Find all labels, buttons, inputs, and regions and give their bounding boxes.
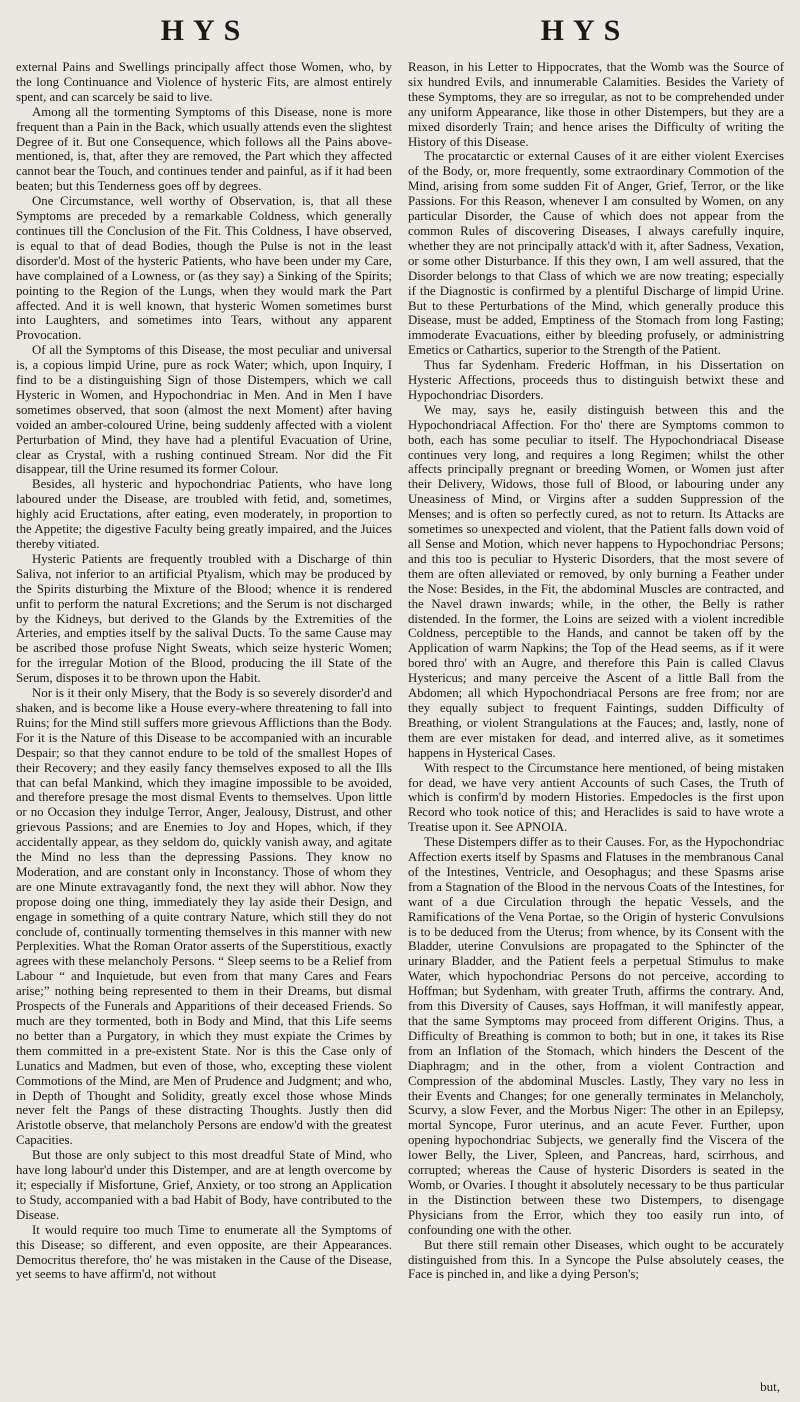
right-column [408,60,784,1282]
paragraph: It would require too much Time to enumerate all the Symptoms of this Disease; so different, and even opposite, are their Appearances. Democritus therefore, tho' he was mistaken in the Cause of the Disease, yet seems to have affirm'd, not without [16,1222,392,1282]
paragraph: external Pains and Swellings principally affect those Women, who, by the long Continuance and Violence of hysteric Fits, are almost entirely spent, and can scarcely be said to live. [16,60,392,104]
paragraph: We may, says he, easily distinguish between this and the Hypochondriacal Affection. For tho' there are Symptoms common to both, each has some peculiar to itself. The Hypochondriacal Disease continues very long, and requires a long Regimen; whilst the other affects principally pregnant or breeding Women, or Women just after their Delivery, Widows, those full of Blood, or labouring under any Uneasiness of Mind, or Virgins after a sudden Suppression of the Menses; and is often so perfectly cured, as not to return. Its Attacks are sometimes so unexpected and violent, that the Patient falls down void of all Sense and Motion, which never happens to Hypochondriac Persons; and this too is peculiar to Hysteric Disorders, that the most severe of them are often alleviated or removed, by only burning a Feather under the Nose: Besides, in the Fit, the abdominal Muscles are contracted, and the Navel drawn inwards; while, in the other, the Belly is rather distended. In the former, the Loins are seized with a violent incredible Coldness, perceptible to the Hands, and cannot be taken off by the Application of warm Napkins; the Top of the Head seems, as if it were bored thro' with an Augre, and therefore this Pain is called Clavus Hystericus; and many perceive the Ascent of a little Ball from the Abdomen; all which Hypochondriacal Persons are free from; nor are they equally subject to frequent Faintings, sudden Difficulty of Breathing, or violent Strangulations at the Fauces; and, lastly, none of them are ever mistaken for dead, and interred alive, as it sometimes happens in Hysterical Cases. [408,402,784,760]
left-column [16,60,392,1282]
catchword: but, [760,1379,780,1394]
paragraph: The procatarctic or external Causes of it are either violent Exercises of the Body, or, more frequently, some extraordinary Commotion of the Mind, arising from some sudden Fit of Anger, Grief, Terror, or the like Passions. For this Reason, whenever I am consulted by Women, on any particular Disorder, the Cause of which does not appear from the common Rules of discovering Diseases, I always carefully inquire, whether they are not principally attack'd with it, after Sadness, Vexation, or some other Disturbance. If this they own, I am well assured, that the Disorder belongs to that Class of which we are now treating; especially if the Diagnostic is confirmed by a plentiful Discharge of limpid Urine. But to these Perturbations of the Mind, which generally produce this Disease, must be added, Emptiness of the Stomach from long Fasting; immoderate Evacuations, either by bleeding profusely, or administring Emetics or Cathartics, superior to the Strength of the Patient. [408,149,784,358]
running-head-left: HYS [160,14,250,47]
paragraph: Among all the tormenting Symptoms of this Disease, none is more frequent than a Pain in the Back, which usually attends even the slightest Degree of it. But one Consequence, which follows all the Pains above-mentioned, is, that, after they are removed, the Part which they affected cannot bear the Touch, and continues tender and painful, as if it had been beaten; but this Tenderness goes off by degrees. [16,104,392,194]
paragraph: Thus far Sydenham. Frederic Hoffman, in his Dissertation on Hysteric Affections, proceeds thus to distinguish betwixt these and Hypochondriac Disorders. [408,358,784,402]
running-head-right: HYS [540,14,630,47]
paragraph: Reason, in his Letter to Hippocrates, that the Womb was the Source of six hundred Evils, and innumerable Calamities. Besides the Variety of these Symptoms, they are so irregular, as not to be comprehended under any uniform Appearance, like those in other Distempers, but they are a mixed disorderly Train; and hence arises the Difficulty of writing the History of this Disease. [408,60,784,149]
paragraph: Of all the Symptoms of this Disease, the most peculiar and universal is, a copious limpid Urine, pure as rock Water; which, upon Inquiry, I find to be a distinguishing Sign of those Distempers, which we call Hysteric in Women, and Hypochondriac in Men. And in Men I have sometimes observed, that soon (almost the next Moment) after having voided an amber-coloured Urine, being suddenly affected with a violent Perturbation of Mind, they have had a plentiful Evacuation of Urine, clear as Crystal, with a rushing continued Stream. Nor did the Fit disappear, till the Urine resumed its former Colour. [16,343,392,477]
paragraph: With respect to the Circumstance here mentioned, of being mistaken for dead, we have very antient Accounts of such Cases, the Truth of which is confirm'd by modern Histories. Empedocles is the first upon Record who took notice of this; and Heraclides is said to have wrote a Treatise upon it. See APNOIA. [408,760,784,835]
paragraph: One Circumstance, well worthy of Observation, is, that all these Symptoms are preceded by a remarkable Coldness, which generally continues till the Conclusion of the Fit. This Coldness, I have observed, is equal to that of dead Bodies, though the Pulse is not in the least disorder'd. Most of the hysteric Patients, who have been under my Care, have complained of a Lowness, or (as they say) a Sinking of the Spirits; pointing to the Region of the Lungs, when they would mark the Part affected. And it is well known, that hysteric Women sometimes burst into Laughters, and sometimes into Tears, without any apparent Provocation. [16,194,392,343]
paragraph: But there still remain other Diseases, which ought to be accurately distinguished from this. In a Syncope the Pulse absolutely ceases, the Face is pinched in, and like a dying Person's; [408,1237,784,1282]
paragraph: But those are only subject to this most dreadful State of Mind, who have long labour'd under this Distemper, and are at length overcome by it; especially if Misfortune, Grief, Anxiety, or too strong an Application to Study, accompanied with a bad Habit of Body, have contributed to the Disease. [16,1148,392,1222]
paragraph: Besides, all hysteric and hypochondriac Patients, who have long laboured under the Disease, are troubled with fetid, and, sometimes, highly acid Eructations, after eating, even moderately, in proportion to the Appetite; the digestive Faculty being greatly impaired, and the Juices thereby vitiated. [16,477,392,551]
paragraph: These Distempers differ as to their Causes. For, as the Hypochondriac Affection exerts itself by Spasms and Flatuses in the membranous Canal of the Intestines, Ventricle, and Oesophagus; and these Spasms arise from a Stagnation of the Blood in the nervous Coats of the Intestines, for want of a due Circulation through the hepatic Vessels, and the Ramifications of the Vena Portae, so the Origin of hysteric Convulsions is to be deduced from the Uterus; from whence, by its Consent with the Bladder, uterine Convulsions are propagated to the Sphincter of the urinary Bladder, and the Patient feels a perpetual Stimulus to make Water, which hypochondriac Persons do not perceive, according to Hoffman; but Sydenham, with greater Truth, affirms the contrary. And, from this Diversity of Causes, says Hoffman, it will manifestly appear, that the same Symptoms may proceed from different Origins. Thus, a Difficulty of Breathing is common to both; but in one, it takes its Rise from an Inflation of the Stomach, which hinders the Descent of the Diaphragm; and in the other, from a violent Contraction and Compression of the abdominal Muscles. Lastly, They vary no less in their Events and Changes; for one generally terminates in Melancholy, Scurvy, a slow Fever, and the Morbus Niger: The other in an Epilepsy, mortal Syncope, Furor uterinus, and an acute Fever. Further, upon opening hypochondriac Subjects, we generally find the Viscera of the lower Belly, the Liver, Spleen, and Pancreas, hard, scirrhous, and corrupted; whereas the Cause of hysteric Disorders is seated in the Womb, or Ovaries. I thought it absolutely necessary to be thus particular in the Distinction between these two Distempers, to disengage Physicians from the Error, which they too easily run into, of confounding one with the other. [408,835,784,1237]
paragraph: Hysteric Patients are frequently troubled with a Discharge of thin Saliva, not inferior to an artificial Ptyalism, which may be produced by the Spirits disturbing the Mixture of the Blood; whence it is rendered unfit to perform the natural Excretions; and the Serum is not discharged by the Kidneys, but derived to the Glands by the Extremities of the Arteries, and empties itself by the salival Ducts. To the same Cause may be ascribed those profuse Night Sweats, which seize hysteric Women; for the irregular Motion of the Blood, producing the ill State of the Serum, disposes it to be thrown upon the Habit. [16,551,392,686]
paragraph: Nor is it their only Misery, that the Body is so severely disorder'd and shaken, and is become like a House every-where threatening to fall into Ruins; for the Mind still suffers more grievous Afflictions than the Body. For it is the Nature of this Disease to be accompanied with an incurable Despair; so that they cannot endure to be told of the smallest Hopes of their Recovery; and they easily fancy themselves exposed to all the Ills that can befal Mankind, which they imagine impossible to be avoided, and therefore presage the most dismal Events to themselves. Upon little or no Occasion they indulge Terror, Anger, Jealousy, Distrust, and other grievous Passions; and are Enemies to Joy and Hopes, which, if they accidentally appear, as they seldom do, quickly vanish away, and agitate the Mind no less than the depressing Passions. They know no Moderation, and are constant only in Inconstancy. Those of whom they are one Minute extravagantly fond, the next they will abhor. Now they propose doing one thing, immediately they lay aside their Design, and engage in something of a quite contrary Nature, which still they do not conclude of, continually tormenting themselves in this manner with new Perplexities. What the Roman Orator asserts of the Superstitious, exactly agrees with these melancholy Persons. “ Sleep seems to be a Relief from Labour “ and Inquietude, but even from that many Cares and Fears arise;” nothing being represented to them in their Dreams, but dismal Prospects of the Funerals and Apparitions of their deceased Friends. So much are they tormented, both in Body and Mind, that this Life seems no better than a Purgatory, in which they must expiate the Crimes by them committed in a pre-existent State. Nor is this the Case only of Lunatics and Madmen, but even of those, who, excepting these violent Commotions of the Mind, are Men of Prudence and Judgment; and who, in Depth of Thought and Solidity, greatly excel those whose Minds never felt the Pangs of these distracting Thoughts. Justly then did Aristotle observe, that melancholy Persons are endow'd with the greatest Capacities. [16,686,392,1148]
